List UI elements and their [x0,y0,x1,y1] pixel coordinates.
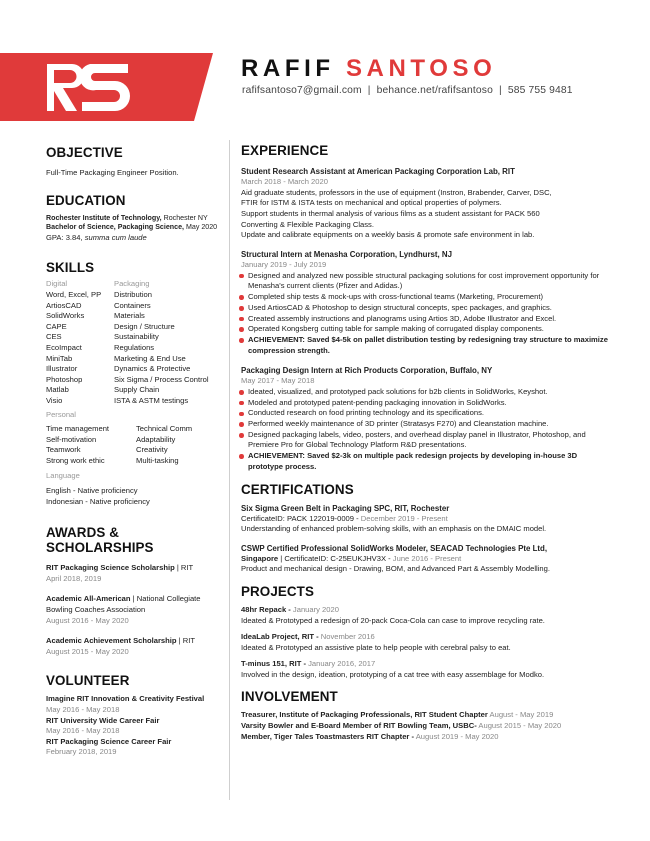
award-title: Academic Achievement Scholarship [46,636,177,646]
certification-item [241,543,611,575]
personal-skills [46,424,226,466]
involvement-list [241,710,611,742]
skill-item: Time management [46,424,110,434]
personal-col-1 [46,424,136,466]
volunteer-title: Imagine RIT Innovation & Creativity Festival [46,694,205,704]
award-org: | RIT [174,563,194,573]
skills-grid [46,279,226,406]
digital-label: Digital [46,279,68,289]
project-title: T-minus 151, RIT - [241,659,309,669]
certificate-id: CertificateID: PACK 122019-0009 - [241,513,361,523]
education-heading: EDUCATION [46,192,126,208]
project-date: November 2016 [320,632,375,642]
skill-item: Strong work ethic [46,455,105,465]
project-item [241,605,611,626]
volunteer-title: RIT University Wide Career Fair [46,715,160,725]
packaging-skills [114,279,226,406]
involvement-heading: INVOLVEMENT [241,689,338,705]
separator: | [498,85,502,96]
email-link[interactable]: rafifsantoso7@gmail.com [242,85,362,96]
skill-item: Materials [114,311,145,321]
award-date: August 2015 - May 2020 [46,646,129,656]
certification-item [241,503,611,535]
skill-item: Creativity [136,445,168,455]
skill-item: Design / Structure [114,321,175,331]
column-divider [229,140,230,800]
certifications-heading: CERTIFICATIONS [241,481,354,497]
portfolio-link[interactable]: behance.net/rafifsantoso [376,85,493,96]
volunteer-date: February 2018, 2019 [46,747,117,757]
language-item: English - Native proficiency [46,486,138,496]
certification-desc: Understanding of enhanced problem-solving skills, with an emphasis on the DMAIC model. [241,524,547,534]
education-block [46,214,226,243]
skill-item: Illustrator [46,364,78,374]
skill-item: Teamwork [46,445,81,455]
last-name: SANTOSO [345,55,497,82]
logo-text: RS [0,53,2,54]
language-item: Indonesian - Native proficiency [46,496,150,506]
job-entry [241,166,611,241]
certification-title: CSWP Certified Professional SolidWorks Modeler, SEACAD Technologies Pte Ltd, [241,543,548,553]
bullet-item: Ideated, visualized, and prototyped pack solutions for b2b clients in SolidWorks, Keyshot. [241,387,611,398]
school-location: Rochester NY [161,213,208,222]
bullet-item: Created assembly instructions and planograms using Artios 3D, Adobe Illustrator and Excel. [241,314,611,325]
volunteer-item [46,694,226,715]
logo-banner [0,53,213,121]
gpa: GPA: 3.84, [46,232,85,242]
skill-item: Supply Chain [114,385,160,395]
languages [46,486,226,507]
involvement-title: Varsity Bowler and E-Board Member of RIT Bowling Team, USBC- [241,721,477,731]
involvement-date: August 2015 - May 2020 [476,721,562,731]
involvement-date: August 2019 - May 2020 [414,731,499,741]
job-date: January 2019 - July 2019 [241,260,327,270]
project-desc: Ideated & Prototyped a redesign of 20-pack Coca-Cola can case to improve recycling rate. [241,615,545,625]
skill-item: Distribution [114,289,152,299]
project-title: IdeaLab Project, RIT - [241,632,321,642]
award-date: August 2016 - May 2020 [46,615,129,625]
degree: Bachelor of Science, Packaging Science, [46,223,184,232]
achievement-item: ACHIEVEMENT: Saved $2-3k on multiple pack redesign projects by developing in-house 3D prototype process. [241,451,611,472]
job-date: March 2018 - March 2020 [241,177,328,186]
certification-location: Singapore [241,553,279,563]
right-column [241,143,611,742]
bullet-item: Operated Kongsberg cutting table for sample making of corrugated display components. [241,324,611,335]
awards-heading: AWARDS & SCHOLARSHIPS [46,525,154,556]
project-item [241,632,611,653]
certificate-id: | CertificateID: C-25EUKJHV3X - [278,553,393,563]
bullet-item: Modeled and prototyped patent-pending packaging innovation in SolidWorks. [241,398,611,409]
project-title: 48hr Repack - [241,604,293,614]
graduation-date: May 2020 [184,223,218,232]
award-item [46,563,226,584]
personal-label: Personal [46,409,76,419]
award-org: | RIT [176,636,195,646]
skill-item: Matlab [46,385,69,395]
job-line: Support students in thermal analysis of various films as a student assistant for PACK 560 [241,209,540,218]
volunteer-heading: VOLUNTEER [46,673,130,689]
skill-item: Self-motivation [46,434,97,444]
separator: | [367,85,371,96]
skill-item: Technical Comm [136,424,193,434]
bullet-item: Conducted research on food printing technology and its specifications. [241,408,611,419]
job-entry [241,365,611,472]
involvement-date: August - May 2019 [487,710,554,720]
certification-desc: Product and mechanical design - Drawing, BOM, and Advanced Part & Assembly Modelling. [241,564,550,574]
achievement-item: ACHIEVEMENT: Saved $4-5k on pallet distribution testing by redesigning tray structure to maximize compression strength. [241,335,611,356]
bullet-item: Designed and analyzed new possible structural packaging solutions for cost improvement opportunity for Menasha's current clients (Pfizer and Adidas.) [241,271,611,292]
bullet-item: Designed packaging labels, video, posters, and overhead display panel in Illustrator, Photoshop, and Premiere Pro for Global Technology Platform R&D presentations. [241,430,611,451]
volunteer-date: May 2016 - May 2018 [46,726,120,736]
school-name: Rochester Institute of Technology, [46,213,162,222]
skill-item: Visio [46,395,63,405]
award-date: April 2018, 2019 [46,573,102,583]
skill-item: MiniTab [46,353,73,363]
award-title: Academic All-American [46,594,131,604]
award-item [46,594,226,626]
left-column [46,145,226,758]
involvement-title: Treasurer, Institute of Packaging Professionals, RIT Student Chapter [241,710,488,720]
phone-number: 585 755 9481 [507,85,573,96]
skill-item: Six Sigma / Process Control [114,374,209,384]
skill-item: Adaptability [136,434,176,444]
skill-item: Containers [114,300,151,310]
job-line: Update and calibrate equipments on a weekly basis & promote safe environment in lab. [241,230,535,240]
job-entry [241,249,611,356]
volunteer-date: May 2016 - May 2018 [46,705,120,714]
volunteer-item [46,716,226,737]
personal-col-2 [136,424,226,466]
certification-date: June 2016 - Present [392,553,462,563]
digital-skills [46,279,114,406]
job-line: Converting & Flexible Packaging Class. [241,219,374,229]
job-title: Structural Intern at Menasha Corporation, Lyndhurst, NJ [241,250,453,260]
skill-item: Sustainability [114,332,159,342]
skill-item: ArtiosCAD [46,300,82,310]
project-desc: Ideated & Prototyped an assistive plate to help people with cerebral palsy to eat. [241,642,511,652]
volunteer-title: RIT Packaging Science Career Fair [46,736,172,746]
contact-line [242,85,573,96]
objective-text: Full-Time Packaging Engineer Position. [46,168,179,177]
job-title: Student Research Assistant at American Packaging Corporation Lab, RIT [241,167,515,176]
candidate-name [241,55,496,83]
skill-item: Regulations [114,342,155,352]
skill-item: Dynamics & Protective [114,364,191,374]
objective-heading: OBJECTIVE [46,145,123,160]
job-line: Aid graduate students, professors in the use of equipment (Instron, Brabender, Carver, DSC, [241,187,552,197]
project-item [241,659,611,680]
certification-title: Six Sigma Green Belt in Packaging SPC, RIT, Rochester [241,503,450,513]
skill-item: EcoImpact [46,342,82,352]
project-date: January 2020 [292,604,339,614]
skills-heading: SKILLS [46,260,95,276]
certification-date: December 2019 - Present [360,513,448,523]
skill-item: CES [46,332,62,342]
involvement-title: Member, Tiger Tales Toastmasters RIT Chapter - [241,731,415,741]
first-name: RAFIF [241,55,335,82]
skill-item: Multi-tasking [136,455,179,465]
project-date: January 2016, 2017 [308,659,376,669]
skill-item: Marketing & End Use [114,353,186,363]
award-title: RIT Packaging Science Scholarship [46,563,175,573]
skill-item: Photoshop [46,374,83,384]
bullet-item: Completed ship tests & mock-ups with cross-functional teams (Marketing, Procurement) [241,292,611,303]
experience-heading: EXPERIENCE [241,143,329,158]
bullet-item: Performed weekly maintenance of 3D printer (Stratasys F270) and Cleanstation machine. [241,419,611,430]
language-label: Language [46,471,80,481]
job-title: Packaging Design Intern at Rich Products Corporation, Buffalo, NY [241,366,493,376]
award-org: | National Collegiate Bowling Coaches Association [46,594,201,615]
honors: summa cum laude [84,232,147,242]
job-date: May 2017 - May 2018 [241,376,315,386]
skill-item: Word, Excel, PP [46,289,102,299]
job-line: FTIR for ISTM & ISTA tests on mechanical and optical properties of polymers. [241,198,502,208]
project-desc: Involved in the design, ideation, prototyping of a cat tree with easy assemblage for Modko. [241,669,545,679]
projects-heading: PROJECTS [241,583,314,599]
bullet-item: Used ArtiosCAD & Photoshop to design structural concepts, spec packages, and graphics. [241,303,611,314]
award-item [46,636,226,657]
volunteer-item [46,737,226,758]
skill-item: SolidWorks [46,311,85,321]
packaging-label: Packaging [114,279,150,289]
skill-item: CAPE [46,321,67,331]
skill-item: ISTA & ASTM testings [114,395,189,405]
